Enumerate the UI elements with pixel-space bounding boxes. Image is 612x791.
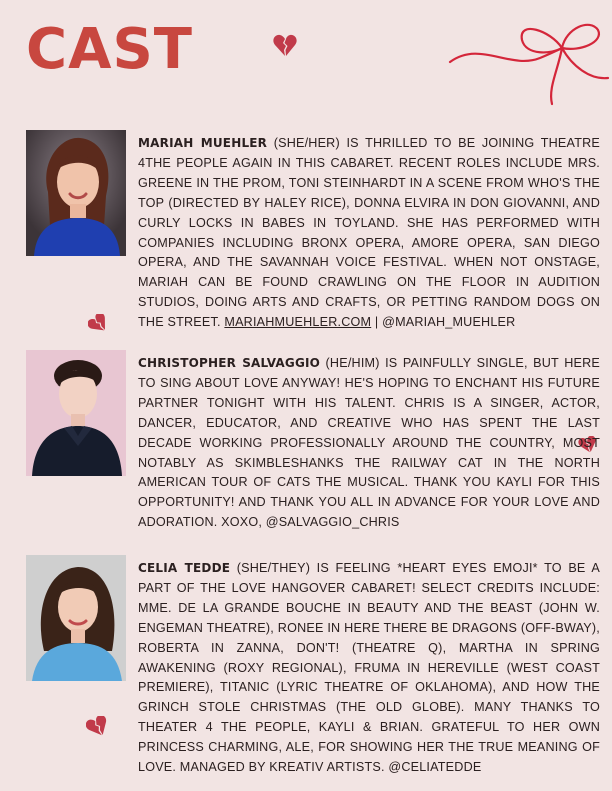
page-title: CAST xyxy=(26,17,193,82)
headshot-photo xyxy=(26,350,126,476)
website-link[interactable]: MARIAHMUEHLER.COM xyxy=(224,315,372,330)
cast-bio: MARIAH MUEHLER (SHE/HER) IS THRILLED TO BE JOINING THEATRE 4THE PEOPLE AGAIN IN THIS CABARET. RECENT ROLES INCLUDE MRS. GREENE IN THE PROM, TONI STEINHARDT IN A SCENE FROM WHO'S THE TOP (DIRECTED BY HALEY RICE), DONNA ELVIRA IN DON GIOVANNI, AND CURLY LOCKS IN BABES IN TOYLAND. SHE HAS PERFORMED WITH COMPANIES INCLUDING BRONX OPERA, AMORE OPERA, SAN DIEGO OPERA, AND THE SAVANNAH VOICE FESTIVAL. WHEN NOT ONSTAGE, MARIAH CAN BE FOUND CRAWLING ON THE FLOOR IN AUDITION STUDIOS, DOING ARTS AND CRAFTS, OR PETTING RANDOM DOGS ON THE STREET. MARIAHMUEHLER.COM | @MARIAH_MUEHLER xyxy=(138,136,600,330)
ribbon-bow xyxy=(440,0,612,120)
cast-bio: CHRISTOPHER SALVAGGIO (HE/HIM) IS PAINFULLY SINGLE, BUT HERE TO SING ABOUT LOVE ANYWAY! HE'S HOPING TO ENCHANT HIS FUTURE PARTNER TONIGHT WITH HIS TALENT. CHRIS IS A SINGER, ACTOR, DANCER, EDUCATOR, AND CREATIVE WHO HAS SPENT THE LAST DECADE WORKING PROFESSIONALLY AROUND THE COUNTRY, MOST NOTABLY AS SKIMBLESHANKS THE RAILWAY CAT IN THE NORTH AMERICAN TOUR OF CATS THE MUSICAL. THANK YOU KAYLI FOR THIS OPPORTUNITY! AND THANK YOU ALL IN ADVANCE FOR YOUR LOVE AND ADORATION. XOXO, @SALVAGGIO_CHRIS xyxy=(138,356,600,530)
headshot-photo xyxy=(26,555,126,681)
broken-heart-icon xyxy=(86,716,110,738)
cast-name: CHRISTOPHER SALVAGGIO xyxy=(138,356,321,370)
headshot-photo xyxy=(26,130,126,256)
cast-name: CELIA TEDDE xyxy=(138,561,231,575)
cast-bio: CELIA TEDDE (SHE/THEY) IS FEELING *HEART EYES EMOJI* TO BE A PART OF THE LOVE HANGOVER CABARET! SELECT CREDITS INCLUDE: MME. DE LA GRANDE BOUCHE IN BEAUTY AND THE BEAST (JOHN W. ENGEMAN THEATRE), RONEE IN HERE THERE BE DRAGONS (OFF-BWAY), ROBERTA IN ZANNA, DON'T! (THEATRE Q), MARTHA IN SPRING AWAKENING (ROXY REGIONAL), FRUMA IN HEREVILLE (WEST COAST PREMIERE), TITANIC (LYRIC THEATRE OF OKLAHOMA), AND HOW THE GRINCH STOLE CHRISTMAS (THE OLD GLOBE). MANY THANKS TO THEATER 4 THE PEOPLE, KAYLI & BRIAN. GRATEFUL TO HER OWN PRINCESS CHARMING, ALE, FOR SHOWING HER THE TRUE MEANING OF LOVE. MANAGED BY KREATIV ARTISTS. @CELIATEDDE xyxy=(138,561,600,775)
cast-name: MARIAH MUEHLER xyxy=(138,136,268,150)
broken-heart-icon xyxy=(88,314,110,334)
broken-heart-icon xyxy=(272,34,298,58)
